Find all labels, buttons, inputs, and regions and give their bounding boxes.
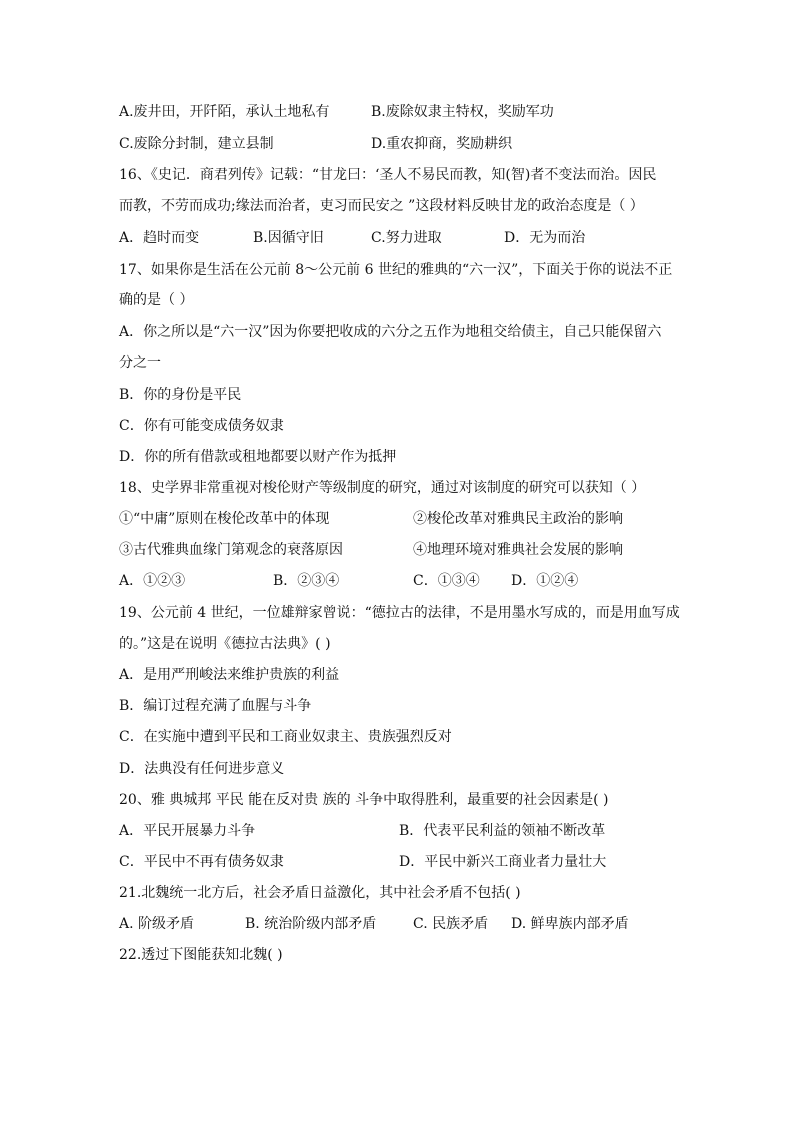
q18-option-a: A．①②③ bbox=[119, 573, 186, 589]
q19-option-d: D．法典没有任何进步意义 bbox=[119, 761, 285, 777]
q18-statement-3: ③古代雅典血缘门第观念的衰落原因 bbox=[119, 542, 343, 558]
q17-option-a-line1: A．你之所以是“六一汉”因为你要把收成的六分之五作为地租交给债主，自己只能保留六 bbox=[119, 324, 662, 340]
q17-option-c: C．你有可能变成债务奴隶 bbox=[119, 418, 284, 434]
q18-statement-4: ④地理环境对雅典社会发展的影响 bbox=[413, 542, 623, 558]
q18-statement-1: ①“中庸”原则在梭伦改革中的体现 bbox=[119, 511, 330, 527]
q16-option-a: A．趋时而变 bbox=[119, 230, 200, 246]
q18-option-c: C．①③④ bbox=[413, 573, 480, 589]
q18-option-b: B．②③④ bbox=[273, 573, 340, 589]
q19-option-a: A．是用严刑峻法来维护贵族的利益 bbox=[119, 667, 340, 683]
q19-option-b: B．编订过程充满了血腥与斗争 bbox=[119, 698, 312, 714]
q18-option-d: D．①②④ bbox=[511, 573, 579, 589]
q17-option-d: D．你的所有借款或租地都要以财产作为抵押 bbox=[119, 449, 397, 465]
q20-option-c: C．平民中不再有债务奴隶 bbox=[119, 854, 284, 870]
q16-option-b: B.因循守旧 bbox=[253, 230, 324, 246]
q17-option-a-line2: 分之一 bbox=[119, 355, 161, 371]
q19-stem-line2: 的。”这是在说明《德拉古法典》( ) bbox=[119, 636, 331, 652]
q19-stem-line1: 19、公元前 4 世纪，一位雄辩家曾说：“德拉古的法律，不是用墨水写成的，而是用血写成 bbox=[119, 605, 680, 621]
q15-option-b: B.废除奴隶主特权，奖励军功 bbox=[371, 104, 554, 120]
q21-option-c: C. 民族矛盾 bbox=[413, 916, 489, 932]
q17-stem-line1: 17、如果你是生活在公元前 8～公元前 6 世纪的雅典的“六一汉”，下面关于你的说法不正 bbox=[119, 262, 673, 278]
q22-stem: 22.透过下图能获知北魏( ) bbox=[119, 947, 283, 963]
q16-stem-line1: 16、《史记．商君列传》记载：“甘龙曰：‘圣人不易民而教，知(智)者不变法而治。因民 bbox=[119, 167, 657, 183]
q16-option-d: D．无为而治 bbox=[504, 230, 586, 246]
q16-stem-line2: 而教，不劳而成功;缘法而治者，吏习而民安之 ”这段材料反映甘龙的政治态度是（ ） bbox=[119, 198, 644, 214]
q18-statement-2: ②梭伦改革对雅典民主政治的影响 bbox=[413, 511, 623, 527]
q20-option-d: D．平民中新兴工商业者力量壮大 bbox=[399, 854, 607, 870]
q20-option-a: A．平民开展暴力斗争 bbox=[119, 823, 256, 839]
q21-stem: 21.北魏统一北方后，社会矛盾日益激化，其中社会矛盾不包括( ) bbox=[119, 885, 521, 901]
q15-option-a: A.废井田，开阡陌，承认土地私有 bbox=[119, 104, 330, 120]
q16-option-c: C.努力进取 bbox=[371, 230, 442, 246]
q17-option-b: B．你的身份是平民 bbox=[119, 387, 242, 403]
q18-stem: 18、史学界非常重视对梭伦财产等级制度的研究，通过对该制度的研究可以获知（ ） bbox=[119, 480, 646, 496]
q21-option-b: B. 统治阶级内部矛盾 bbox=[245, 916, 377, 932]
q20-option-b: B．代表平民利益的领袖不断改革 bbox=[399, 823, 606, 839]
q17-stem-line2: 确的是（ ） bbox=[119, 292, 194, 308]
q20-stem: 20、雅 典城邦 平民 能在反对贵 族的 斗争中取得胜利，最重要的社会因素是( ) bbox=[119, 792, 609, 808]
q15-option-d: D.重农抑商，奖励耕织 bbox=[371, 136, 513, 152]
q19-option-c: C．在实施中遭到平民和工商业奴隶主、贵族强烈反对 bbox=[119, 729, 452, 745]
q15-option-c: C.废除分封制，建立县制 bbox=[119, 136, 274, 152]
q21-option-d: D. 鲜卑族内部矛盾 bbox=[511, 916, 629, 932]
q21-option-a: A. 阶级矛盾 bbox=[119, 916, 195, 932]
